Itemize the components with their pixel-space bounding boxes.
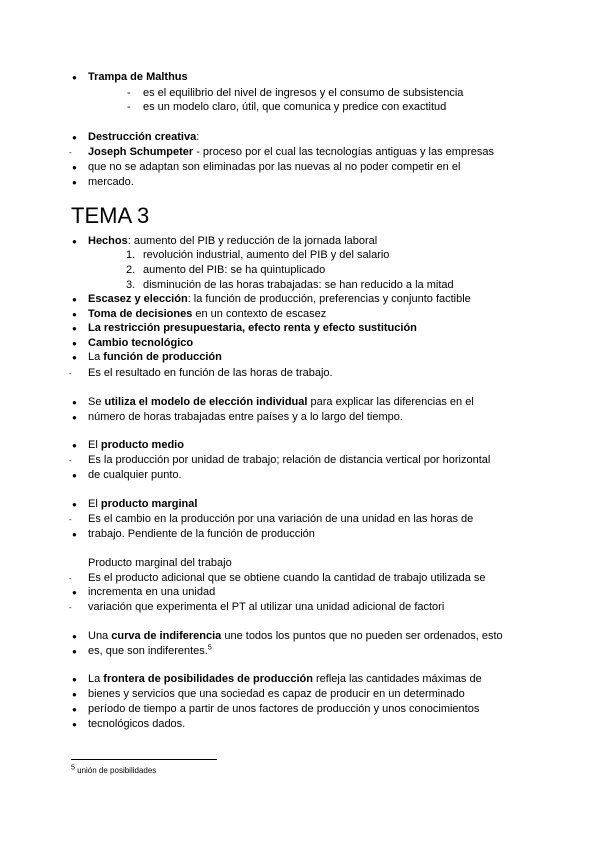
medio-desc-line-1: - Es la producción por unidad de trabajo; relación de distancia vertical por horizontal [88, 453, 490, 468]
destruccion-desc-line-2: ● que no se adaptan son eliminadas por las nuevas al no poder competir en el [88, 160, 460, 175]
bullet-hechos: ● Hechos: aumento del PIB y reducción de la jornada laboral [88, 234, 377, 249]
marginal-trabajo-desc-1a: - Es el producto adicional que se obtiene cuando la cantidad de trabajo utilizada se [88, 571, 486, 586]
bullet-cambio-tecnologico: ● Cambio tecnológico [88, 336, 193, 351]
bullet-curva-indiferencia: ● Una curva de indiferencia une todos los puntos que no pueden ser ordenados, esto [88, 629, 503, 644]
malthus-point-1: - es el equilibrio del nivel de ingresos y el consumo de subsistencia [143, 86, 463, 101]
marginal-trabajo-desc-2: - variación que experimenta el PT al utilizar una unidad adicional de factori [88, 600, 444, 615]
bullet-funcion-produccion: ● La función de producción [88, 350, 222, 365]
footnote: $^5$ unión de posibilidades [71, 764, 157, 775]
bullet-producto-medio: ● El producto medio [88, 438, 184, 453]
destruccion-title: Destrucción creativa [88, 131, 197, 143]
bullet-destruccion: ● Destrucción creativa: [88, 130, 199, 145]
section-heading: TEMA 3 [71, 203, 150, 228]
bullet-modelo-eleccion: ● Se utiliza el modelo de elección individual para explicar las diferencias en el [88, 395, 474, 410]
marginal-trabajo-desc-1b: ● incrementa en una unidad [88, 585, 215, 600]
footnote-ref[interactable]: 5 [207, 644, 212, 652]
bullet-toma-decisiones: ● Toma de decisiones en un contexto de escasez [88, 307, 326, 322]
funcion-desc: - Es el resultado en función de las horas de trabajo. [88, 366, 333, 381]
malthus-point-2: - es un modelo claro, útil, que comunica y predice con exactitud [143, 100, 446, 115]
frontera-line-2: ● bienes y servicios que una sociedad es capaz de producir en un determinado [88, 687, 465, 702]
marginal-trabajo-title: Producto marginal del trabajo [88, 557, 232, 569]
bullet-malthus [88, 70, 188, 85]
hechos-item-2: 2. aumento del PIB: se ha quintuplicado [126, 264, 326, 276]
footnote-separator [71, 759, 217, 760]
destruccion-desc-line-1: - Joseph Schumpeter - proceso por el cual las tecnologías antiguas y las empresas [88, 145, 494, 160]
author-name: Joseph Schumpeter [88, 146, 194, 158]
bullet-escasez: ● Escasez y elección: la función de producción, preferencias y conjunto factible [88, 292, 471, 307]
marginal-desc-line-1: - Es el cambio en la producción por una variación de una unidad en las horas de [88, 512, 473, 527]
frontera-line-3: ● período de tiempo a partir de unos factores de producción y unos conocimientos [88, 702, 479, 717]
malthus-title: Trampa de Malthus [88, 71, 188, 83]
bullet-restriccion: ● La restricción presupuestaria, efecto renta y efecto sustitución [88, 321, 417, 336]
hechos-item-3: 3. disminución de las horas trabajadas: se han reducido a la mitad [126, 279, 454, 291]
frontera-line-4: ● tecnológicos dados. [88, 717, 185, 732]
medio-desc-line-2: ● de cualquier punto. [88, 468, 182, 483]
bullet-frontera: ● La frontera de posibilidades de producción refleja las cantidades máximas de [88, 672, 482, 687]
destruccion-desc-line-3: ● mercado. [88, 175, 134, 190]
bullet-producto-marginal: ● El producto marginal [88, 497, 197, 512]
modelo-line-2: ● número de horas trabajadas entre países y a lo largo del tiempo. [88, 410, 403, 425]
curva-line-2: ● es, que son indiferentes.$^5$ [88, 644, 212, 659]
marginal-desc-line-2: ● trabajo. Pendiente de la función de producción [88, 527, 315, 542]
hechos-item-1: 1. revolución industrial, aumento del PIB y del salario [126, 249, 390, 261]
